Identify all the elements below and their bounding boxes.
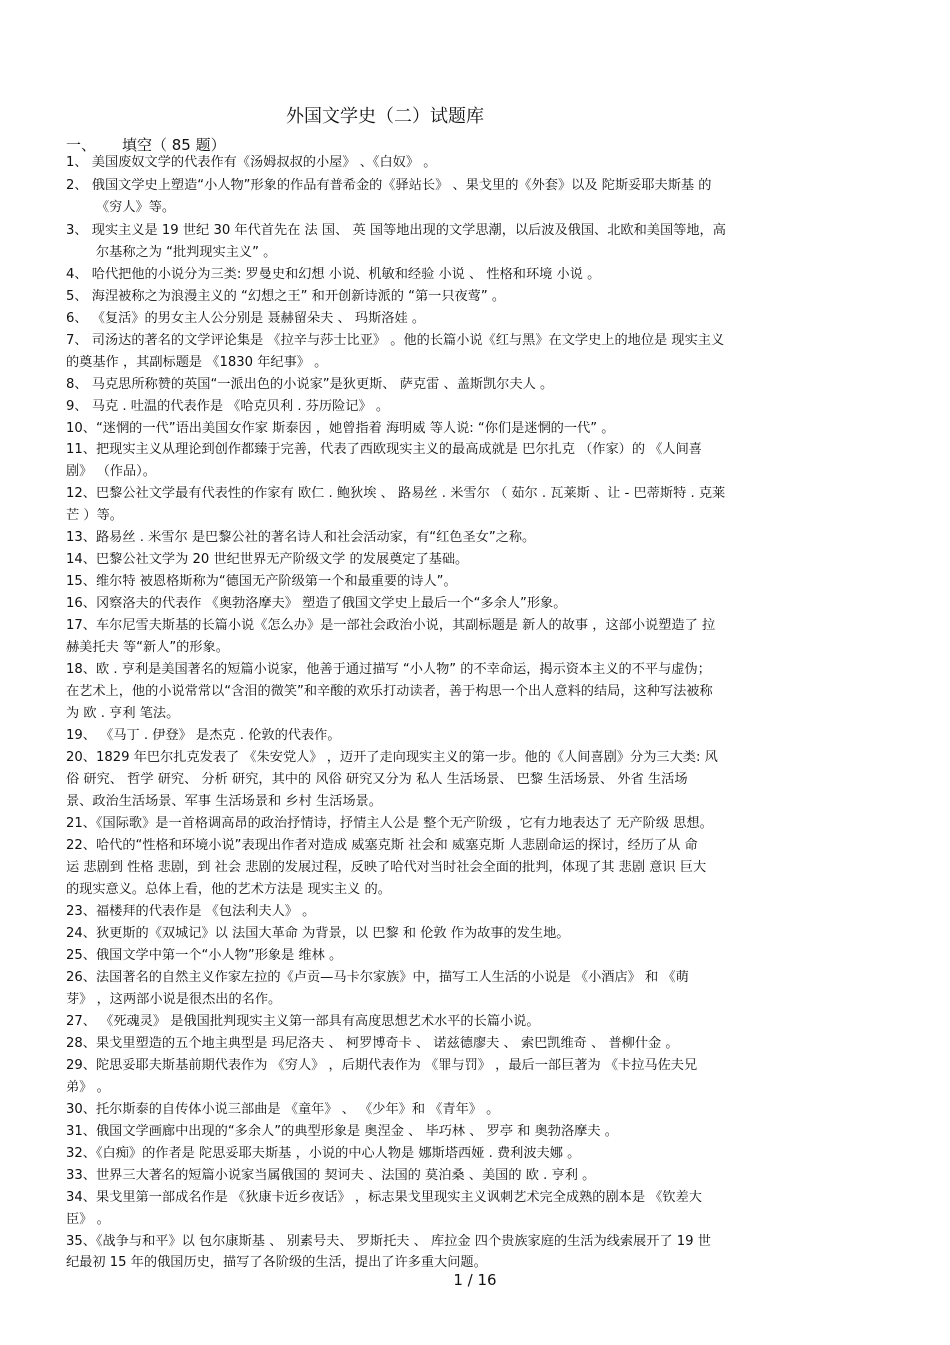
text-line: 弟》 。 xyxy=(66,1080,110,1095)
text-line: 18、欧 . 亨利是美国著名的短篇小说家，他善于通过描写 “小人物” 的不幸命运，揭示资本主义的不平与虚伪； xyxy=(66,662,711,677)
text-line: 9、 马克 . 吐温的代表作是 《哈克贝利 . 芬历险记》 。 xyxy=(66,399,390,414)
text-line: 33、世界三大著名的短篇小说家当属俄国的 契诃夫 、法国的 莫泊桑 、美国的 欧 . 亨利 。 xyxy=(66,1168,596,1183)
text-line: 赫美托夫 等“新人”的形象。 xyxy=(66,640,229,655)
text-line: 纪最初 15 年的俄国历史，描写了各阶级的生活，提出了许多重大问题。 xyxy=(66,1255,487,1270)
text-line: 臣》 。 xyxy=(66,1212,110,1227)
text-line: 14、巴黎公社文学为 20 世纪世界无产阶级文学 的发展奠定了基础。 xyxy=(66,552,469,567)
text-line: 景、政治生活场景、军事 生活场景和 乡村 生活场景。 xyxy=(66,794,382,809)
text-line: 俗 研究、 哲学 研究、 分析 研究，其中的 风俗 研究又分为 私人 生活场景、 巴黎 生活场景、 外省 生活场 xyxy=(66,772,688,787)
text-line: 28、果戈里塑造的五个地主典型是 玛尼洛夫 、 柯罗博奇卡 、 诺兹德廖夫 、 索巴凯维奇 、 普柳什金 。 xyxy=(66,1036,679,1051)
text-line: 7、 司汤达的著名的文学评论集是 《拉辛与莎士比亚》 。他的长篇小说《红与黑》在文学史上的地位是 现实主义 xyxy=(66,333,725,348)
text-line: 17、车尔尼雪夫斯基的长篇小说《怎么办》是一部社会政治小说，其副标题是 新人的故事 ，这部小说塑造了 拉 xyxy=(66,618,716,633)
text-line: 34、果戈里第一部成名作是 《狄康卡近乡夜话》 ，标志果戈里现实主义讽刺艺术完全成熟的剧本是 《钦差大 xyxy=(66,1190,702,1205)
text-line: 尔基称之为 “批判现实主义” 。 xyxy=(96,245,277,260)
text-line: 19、 《马丁 . 伊登》 是杰克 . 伦敦的代表作。 xyxy=(66,728,341,743)
text-line: 的现实意义。总体上看，他的艺术方法是 现实主义 的。 xyxy=(66,882,391,897)
text-line: 4、 哈代把他的小说分为三类: 罗曼史和幻想 小说、机敏和经验 小说 、 性格和环境 小说 。 xyxy=(66,267,601,282)
text-line: 27、 《死魂灵》 是俄国批判现实主义第一部具有高度思想艺术水平的长篇小说。 xyxy=(66,1014,540,1029)
section-label: 填空（ 85 题） xyxy=(122,136,226,154)
text-line: 的奠基作 ，其副标题是 《1830 年纪事》 。 xyxy=(66,355,328,370)
text-line: 6、 《复活》的男女主人公分别是 聂赫留朵夫 、 玛斯洛娃 。 xyxy=(66,311,426,326)
text-line: 1、 美国废奴文学的代表作有《汤姆叔叔的小屋》 、《白奴》 。 xyxy=(66,155,437,170)
text-line: 29、陀思妥耶夫斯基前期代表作为 《穷人》 ，后期代表作为 《罪与罚》 ，最后一部巨著为 《卡拉马佐夫兄 xyxy=(66,1058,698,1073)
text-line: 2、 俄国文学史上塑造“小人物”形象的作品有普希金的《驿站长》 、果戈里的《外套》以及 陀斯妥耶夫斯基 的 xyxy=(66,178,712,193)
text-line: 3、 现实主义是 19 世纪 30 年代首先在 法 国、 英 国等地出现的文学思潮，以后波及俄国、北欧和美国等地，高 xyxy=(66,223,726,238)
text-line: 《穷人》等。 xyxy=(96,200,176,215)
page-number: 1 / 16 xyxy=(453,1271,497,1289)
text-line: 运 悲剧到 性格 悲剧，到 社会 悲剧的发展过程，反映了哈代对当时社会全面的批判，体现了其 悲剧 意识 巨大 xyxy=(66,860,707,875)
text-line: 13、路易丝 . 米雪尔 是巴黎公社的著名诗人和社会活动家，有“红色圣女”之称。 xyxy=(66,530,536,545)
text-line: 20、1829 年巴尔扎克发表了 《朱安党人》 ，迈开了走向现实主义的第一步。他的《人间喜剧》分为三大类: 风 xyxy=(66,750,718,765)
text-line: 芒 ）等。 xyxy=(66,508,123,523)
text-line: 芽》 ，这两部小说是很杰出的名作。 xyxy=(66,992,282,1007)
text-line: 35、《战争与和平》以 包尔康斯基 、 别素号夫、 罗斯托夫 、 库拉金 四个贵族家庭的生活为线索展开了 19 世 xyxy=(66,1234,711,1249)
section-heading xyxy=(66,134,226,155)
text-line: 22、哈代的“性格和环境小说”表现出作者对造成 威塞克斯 社会和 威塞克斯 人悲剧命运的探讨，经历了从 命 xyxy=(66,838,698,853)
text-line: 8、 马克思所称赞的英国“一派出色的小说家”是狄更斯、 萨克雷 、盖斯凯尔夫人 。 xyxy=(66,377,554,392)
text-line: 12、巴黎公社文学最有代表性的作家有 欧仁 . 鲍狄埃 、 路易丝 . 米雪尔 （ 茹尔 . 瓦莱斯 、让 - 巴蒂斯特 . 克莱 xyxy=(66,486,726,501)
text-line: 23、福楼拜的代表作是 《包法利夫人》 。 xyxy=(66,904,316,919)
text-line: 11、把现实主义从理论到创作都臻于完善，代表了西欧现实主义的最高成就是 巴尔扎克 （作家）的 《人间喜 xyxy=(66,442,702,457)
page-title: 外国文学史（二）试题库 xyxy=(286,106,484,127)
text-line: 剧》 （作品）。 xyxy=(66,464,156,479)
text-line: 26、法国著名的自然主义作家左拉的《卢贡—马卡尔家族》中，描写工人生活的小说是 《小酒店》 和 《萌 xyxy=(66,970,689,985)
text-line: 在艺术上，他的小说常常以“含泪的微笑”和辛酸的欢乐打动读者，善于构思一个出人意料的结局，这种写法被称 xyxy=(66,684,713,699)
text-line: 21、《国际歌》是一首格调高昂的政治抒情诗，抒情主人公是 整个无产阶级 ，它有力地表达了 无产阶级 思想。 xyxy=(66,816,713,831)
text-line: 15、维尔特 被恩格斯称为“德国无产阶级第一个和最重要的诗人”。 xyxy=(66,574,457,589)
text-line: 32、《白痴》的作者是 陀思妥耶夫斯基 ，小说的中心人物是 娜斯塔西娅 . 费利波夫娜 。 xyxy=(66,1146,581,1161)
text-line: 24、狄更斯的《双城记》以 法国大革命 为背景，以 巴黎 和 伦敦 作为故事的发生地。 xyxy=(66,926,570,941)
text-line: 31、俄国文学画廊中出现的“多余人”的典型形象是 奥涅金 、 毕巧林 、 罗亭 和 奥勃洛摩夫 。 xyxy=(66,1124,618,1139)
text-line: 25、俄国文学中第一个“小人物”形象是 维林 。 xyxy=(66,948,343,963)
text-line: 16、冈察洛夫的代表作 《奥勃洛摩夫》 塑造了俄国文学史上最后一个“多余人”形象。 xyxy=(66,596,567,611)
text-line: 5、 海涅被称之为浪漫主义的 “幻想之王” 和开创新诗派的 “第一只夜莺” 。 xyxy=(66,289,506,304)
text-line: 10、“迷惘的一代”语出美国女作家 斯泰因 ，她曾指着 海明威 等人说: “你们是迷惘的一代” 。 xyxy=(66,421,615,436)
text-line: 30、托尔斯泰的自传体小说三部曲是 《童年》 、 《少年》和 《青年》 。 xyxy=(66,1102,500,1117)
section-number: 一、 xyxy=(66,136,97,154)
text-line: 为 欧 . 亨利 笔法。 xyxy=(66,706,180,721)
